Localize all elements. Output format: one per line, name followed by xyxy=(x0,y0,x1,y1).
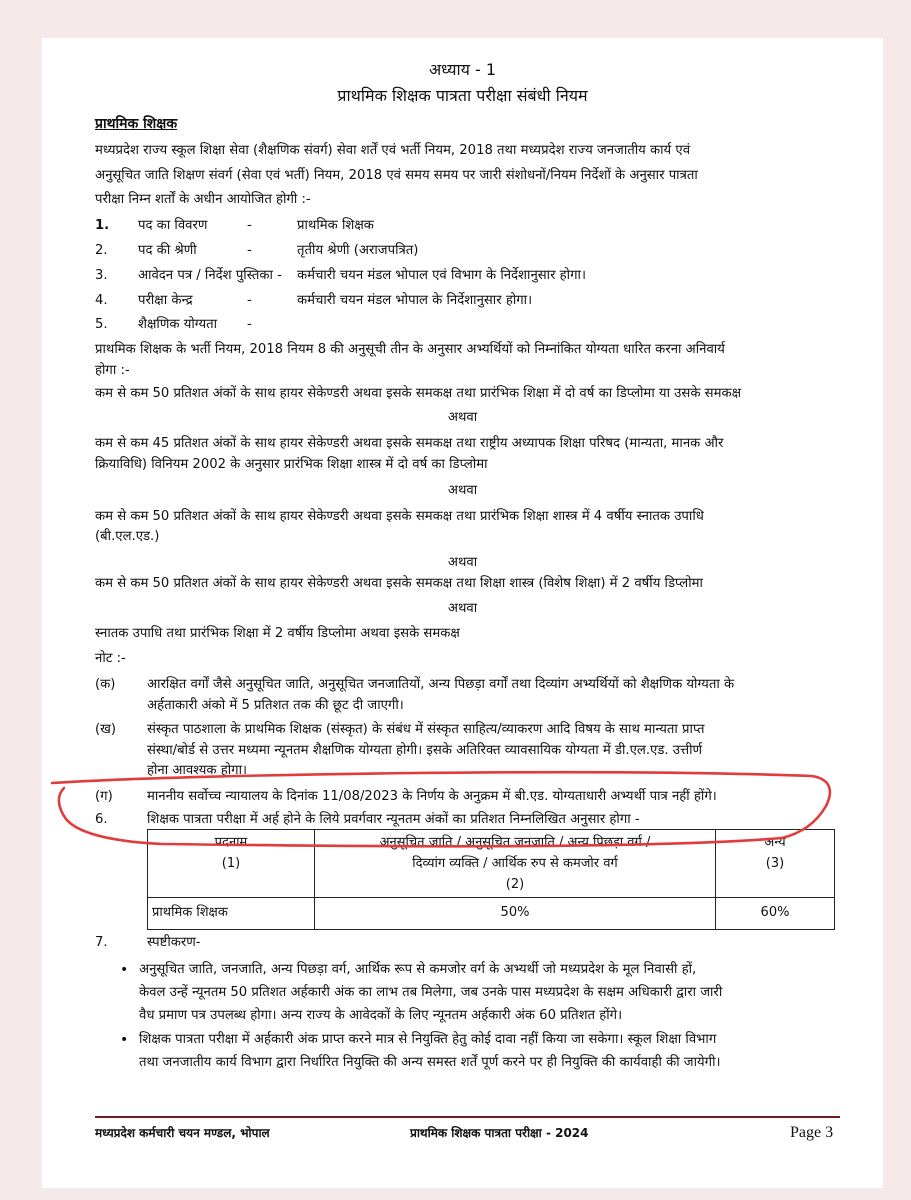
item-label: आवेदन पत्र / निर्देश पुस्तिका - xyxy=(138,268,282,283)
table-cell: 50% xyxy=(315,898,716,930)
qualification-intro-line: होगा :- xyxy=(95,363,130,378)
note-line: संस्था/बोर्ड से उत्तर मध्यमा न्यूनतम शैक्षणिक योग्यता होगी। इसके अतिरिक्त व्यावसायिक योग्यता में डी.एल.एड. उत्तीर्ण xyxy=(147,743,703,758)
page-title: प्राथमिक शिक्षक पात्रता परीक्षा संबंधी नियम xyxy=(337,86,588,105)
note-line: माननीय सर्वोच्च न्यायालय के दिनांक 11/08/2023 के निर्णय के अनुक्रम में बी.एड. योग्यताधारी अभ्यर्थी पात्र नहीं होंगे। xyxy=(147,789,717,804)
item-value: प्राथमिक शिक्षक xyxy=(297,218,374,233)
qualifying-marks-table xyxy=(147,829,835,930)
note-marker: (ग) xyxy=(95,789,113,804)
footer-divider xyxy=(95,1116,840,1118)
item-value: कर्मचारी चयन मंडल भोपाल एवं विभाग के निर्देशानुसार होगा। xyxy=(297,268,586,283)
qualification-option: कम से कम 50 प्रतिशत अंकों के साथ हायर सेकेण्डरी अथवा इसके समकक्ष तथा शिक्षा शास्त्र (विशेष शिक्षा) में 2 वर्षीय डिप्लोमा xyxy=(95,576,703,591)
qualification-option: कम से कम 45 प्रतिशत अंकों के साथ हायर सेकेण्डरी अथवा इसके समकक्ष तथा राष्ट्रीय अध्यापक शिक्षा परिषद (मान्यता, मानक और xyxy=(95,436,724,451)
intro-line: परीक्षा निम्न शर्तों के अधीन आयोजित होगी :- xyxy=(95,192,311,207)
table-header-cell: अन्य (3) xyxy=(716,830,835,898)
note-line: आरक्षित वर्गों जैसे अनुसूचित जाति, अनुसूचित जनजातियों, अन्य पिछड़ा वर्गों तथा दिव्यांग अभ्यर्थियों को शैक्षणिक योग्यता के xyxy=(147,677,735,692)
item-value: कर्मचारी चयन मंडल भोपाल के निर्देशानुसार होगा। xyxy=(297,293,533,308)
bullet-icon: • xyxy=(120,1032,129,1048)
note-marker: (ख) xyxy=(95,722,117,737)
item-number: 1. xyxy=(95,218,110,233)
item-seven-label: स्पष्टीकरण- xyxy=(147,935,201,950)
qualification-option: स्नातक उपाधि तथा प्रारंभिक शिक्षा में 2 वर्षीय डिप्लोमा अथवा इसके समकक्ष xyxy=(95,626,460,641)
table-cell: प्राथमिक शिक्षक xyxy=(148,898,315,930)
or-separator: अथवा xyxy=(447,410,478,425)
item-dash: - xyxy=(247,218,252,233)
qualification-option: कम से कम 50 प्रतिशत अंकों के साथ हायर सेकेण्डरी अथवा इसके समकक्ष तथा प्रारंभिक शिक्षा में दो वर्ष का डिप्लोमा या उसके समकक्ष xyxy=(95,386,742,401)
table-header-cell: पदनाम (1) xyxy=(148,830,315,898)
qualification-intro-line: प्राथमिक शिक्षक के भर्ती नियम, 2018 नियम 8 की अनुसूची तीन के अनुसार अभ्यर्थियों को निम्नांकित योग्यता धारित करना अनिवार्य xyxy=(95,342,725,357)
footer-left: मध्यप्रदेश कर्मचारी चयन मण्डल, भोपाल xyxy=(95,1126,270,1140)
or-separator: अथवा xyxy=(447,483,478,498)
item-label: शैक्षणिक योग्यता xyxy=(138,317,218,332)
clarification-line: केवल उन्हें न्यूनतम 50 प्रतिशत अर्हकारी अंक का लाभ तब मिलेगा, जब उनके पास मध्यप्रदेश के सक्षम अधिकारी द्वारा जारी xyxy=(139,985,723,1000)
intro-line: अनुसूचित जाति शिक्षण संवर्ग (सेवा एवं भर्ती) नियम, 2018 एवं समय समय पर जारी संशोधनों/नियम निर्देशों के अनुसार पात्रता xyxy=(95,168,698,183)
qualification-option: (बी.एल.एड.) xyxy=(95,529,160,544)
qualification-option: कम से कम 50 प्रतिशत अंकों के साथ हायर सेकेण्डरी अथवा इसके समकक्ष तथा प्रारंभिक शिक्षा शास्त्र में 4 वर्षीय स्नातक उपाधि xyxy=(95,509,704,524)
item-number: 6. xyxy=(95,812,108,827)
note-line: होना आवश्यक होगा। xyxy=(147,763,247,778)
table-cell: 60% xyxy=(716,898,835,930)
page-number: Page 3 xyxy=(790,1124,834,1141)
item-label: पद की श्रेणी xyxy=(138,243,197,258)
clarification-line: तथा जनजातीय कार्य विभाग द्वारा निर्धारित नियुक्ति की अन्य समस्त शर्तें पूर्ण करने पर ही नियुक्ति की कार्यवाही की जायेगी। xyxy=(139,1055,721,1070)
note-line: संस्कृत पाठशाला के प्राथमिक शिक्षक (संस्कृत) के संबंध में संस्कृत साहित्य/व्याकरण आदि विषय के साथ मान्यता प्राप्त xyxy=(147,722,705,737)
clarification-line: अनुसूचित जाति, जनजाति, अन्य पिछड़ा वर्ग, आर्थिक रूप से कमजोर वर्ग के अभ्यर्थी जो मध्यप्रदेश के मूल निवासी हों, xyxy=(139,962,697,977)
clarification-line: शिक्षक पात्रता परीक्षा में अर्हकारी अंक प्राप्त करने मात्र से नियुक्ति हेतु कोई दावा नहीं किया जा सकेगा। स्कूल शिक्षा विभाग xyxy=(139,1032,717,1047)
item-dash: - xyxy=(247,293,252,308)
item-dash: - xyxy=(247,243,252,258)
table-header-row xyxy=(148,830,835,898)
item-label: परीक्षा केन्द्र xyxy=(138,293,193,308)
item-number: 2. xyxy=(95,243,108,258)
intro-line: मध्यप्रदेश राज्य स्कूल शिक्षा सेवा (शैक्षणिक संवर्ग) सेवा शर्तें एवं भर्ती नियम, 2018 तथा मध्यप्रदेश राज्य जनजातीय कार्य एवं xyxy=(95,143,691,158)
bullet-icon: • xyxy=(120,962,129,978)
note-marker: (क) xyxy=(95,677,116,692)
table-header-cell: अनुसूचित जाति / अनुसूचित जनजाति / अन्य पिछड़ा वर्ग / दिव्यांग व्यक्ति / आर्थिक रुप से कमजोर वर्ग (2) xyxy=(315,830,716,898)
item-six-text: शिक्षक पात्रता परीक्षा में अर्ह होने के लिये प्रवर्गवार न्यूनतम अंकों का प्रतिशत निम्नलिखित अनुसार होगा - xyxy=(147,812,640,827)
item-number: 5. xyxy=(95,317,108,332)
section-heading: प्राथमिक शिक्षक xyxy=(95,116,178,132)
item-number: 7. xyxy=(95,935,108,950)
clarification-line: वैध प्रमाण पत्र उपलब्ध होगा। अन्य राज्य के आवेदकों के लिए न्यूनतम अर्हकारी अंक 60 प्रतिशत होंगे। xyxy=(139,1008,623,1023)
table-row xyxy=(148,898,835,930)
item-number: 3. xyxy=(95,268,108,283)
footer-center: प्राथमिक शिक्षक पात्रता परीक्षा - 2024 xyxy=(410,1126,589,1140)
note-line: अर्हताकारी अंको में 5 प्रतिशत तक की छूट दी जाएगी। xyxy=(147,698,404,713)
or-separator: अथवा xyxy=(447,601,478,616)
qualification-option: क्रियाविधि) विनियम 2002 के अनुसार प्रारंभिक शिक्षा शास्त्र में दो वर्ष का डिप्लोमा xyxy=(95,457,488,472)
chapter-heading: अध्याय - 1 xyxy=(428,60,497,79)
item-label: पद का विवरण xyxy=(138,218,208,233)
item-number: 4. xyxy=(95,293,108,308)
note-label: नोट :- xyxy=(95,651,126,666)
item-dash: - xyxy=(247,317,252,332)
item-value: तृतीय श्रेणी (अराजपत्रित) xyxy=(297,243,419,258)
or-separator: अथवा xyxy=(447,555,478,570)
document-page xyxy=(42,38,883,1188)
